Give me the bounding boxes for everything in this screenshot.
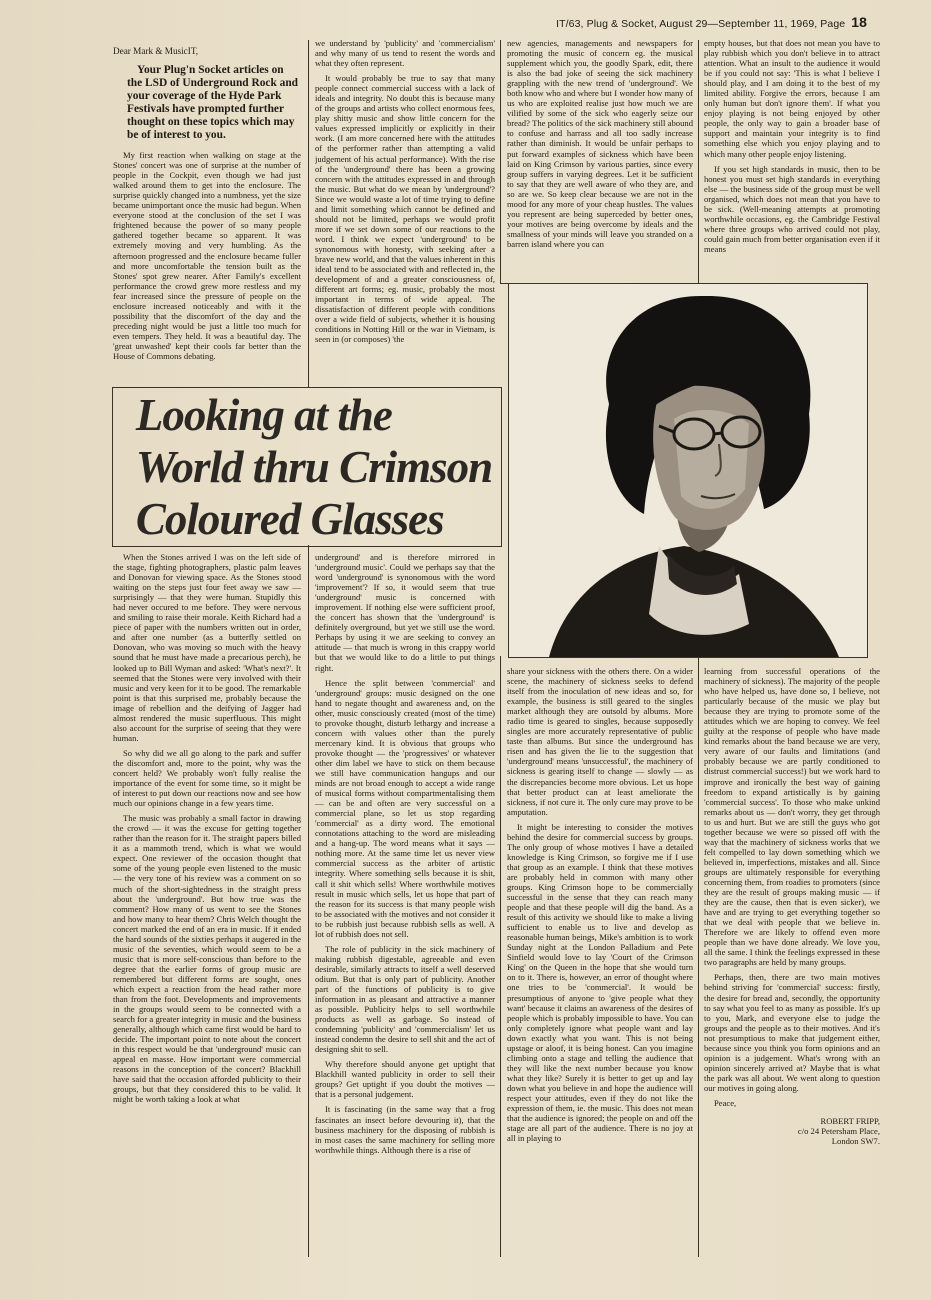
page-header: [556, 14, 867, 30]
signature-block: [704, 1116, 880, 1146]
headline: [122, 389, 492, 545]
issue-line: IT/63, Plug & Socket, August 29—September 11, 1969, Page: [556, 18, 846, 30]
paragraph: we understand by 'publicity' and 'commercialism' and why many of us tend to resent the words and what they often represent.: [315, 38, 495, 69]
paragraph: The role of publicity in the sick machinery of making rubbish digestable, agreeable and even desirable, similarly attracts to itself a well deserved odium. But that is only part of publicity. Another part of the functions of publicity is to give information in as pleasant and attractive a manner as possible. Publicity helps to sell worthwhile products as well as garbage. So instead of condemning 'publicity' and 'commercialism' let us instead condemn the desire to sell shit and the act of designing shit to sell.: [315, 943, 495, 1055]
signature-address: c/o 24 Petersham Place,: [797, 1126, 880, 1137]
paragraph: It is fascinating (in the same way that a frog fascinates an insect before devouring it), that the business machinery for the disposing of rubbish is in most cases the same machinery for selling more worthwhile things. Although there is a rise of: [315, 1104, 495, 1155]
paragraph: share your sickness with the others there. On a wider scene, the machinery of sickness seeks to defend itself from the inoculation of new ideas and so, for example, the business is still geared to the singles market although they are outsold by albums. More radio time is geared to singles, because supposedly singles are more accurately representative of public taste than albums. But since the underground has risen and has given the lie to the suggestion that 'underground' means 'unsuccessful', the machinery of sickness is gearing itself to change — slowly — as the discrepancies become more obvious. Let us hope that better product can at least ameliorate the sickness, if not cure it. The only cure may prove to be amputation.: [507, 666, 693, 817]
salutation: Dear Mark & MusicIT,: [113, 46, 199, 56]
paragraph: My first reaction when walking on stage at the Stones' concert was one of surprise at the number of people in the Cockpit, even though we had just walked around them to get into the enclosure. The surprise quickly changed into a numbness, yet the size became unimportant once the music had begun. When everyone stood at the conclusion of the set I was frightened because the power of so many people gathered together became so apparent. It was extremely moving and very humbling. As the afternoon progressed and the enclosure became fuller and more uncomfortable the tension built as the Stones' spot grew nearer. After Family's excellent performance the crowd grew more restless and my fear increased since the pressure of people on the enclosure increased noticeably and with it the possibility that the discomfort of the day and the preceding night would be just a little too much for even tempers. They held. It was a beautiful day. The 'great unwashed' kept their cools far better than the House of Commons debating.: [113, 150, 301, 361]
paragraph: If you set high standards in music, then to be honest you must set high standards in everything else — the business side of the group must be well organised, which does not mean that you have to be sick. (Well-meaning attempts at promoting worthwhile occasions, eg. the Cambridge Festival where three groups who arrived could not play, could gain much from better organisation even if it means: [704, 163, 880, 254]
headline-line: Coloured Glasses: [135, 494, 444, 544]
paragraph: Why therefore should anyone get uptight that Blackhill wanted publicity in order to sell their groups? Get uptight if you doubt the motives — that is a personal judgement.: [315, 1059, 495, 1100]
portrait-photo: [508, 283, 868, 658]
bottom-column-2: [315, 552, 495, 1254]
closing: Peace,: [714, 1097, 737, 1108]
headline-line: Looking at the: [135, 390, 392, 440]
paragraph: new agencies, managements and newspapers for promoting the music of concern eg. the musical supplement which you, the goodly Spark, edit, there is also the bad joke of seeing the sick machinery grappling with the new trend of 'underground'. We both know who and where but I wonder how many of us who are exploited realise just how much we are vilified by some of the sick who eagerly seize our bread? The politics of the sick machinery still abound to confuse and harrass and all too sadly increase rather than diminish. It would be unfair perhaps to put forward examples of sickness which have been laid on King Crimson by various parties, since every group suffers in varying degrees. Let it be sufficient to say that they are well aware of who they are, and so are we. So keep clear because we are not in the mood for any more of your cheap hustles. The values you represent are being superceded by better ones, your motives are being overcome by ideals and the smallness of your minds will leave you stranded on a barren island where you can: [507, 38, 693, 249]
bottom-column-1: [113, 552, 301, 1254]
headline-line: World thru Crimson: [135, 442, 493, 492]
signature-address: London SW7.: [831, 1136, 880, 1147]
paragraph: It might be interesting to consider the motives behind the desire for commercial success by groups. The only group of whose motives I have a detailed knowledge is King Crimson, so forgive me if I use that group as an example. I think that these motives are probably held in common with many other groups. King Crimson hope to be commercially successful in the sense that they can reach many people and that these people will dig the band. As a result of this activity we should like to make a living sufficient to enable us to live and develop as reasonable human beings, Mike's ambition is to work Sunday night at the London Palladium and Pete Sinfield would love to lay 'Court of the Crimson King' on the Queen in the hope that she would turn on to it. There is, however, an error of thought where one tries to be 'commercial'. It would be presumptious of anyone to 'give people what they want' because it claims an awareness of the desires of people which is probably impossible to have. You can only completely ignore what people want and lay down exactly what you want. This is not being upstage or aloof, it is being honest. Can you imagine climbing onto a stage and telling the audience that they will like the next number because you know what they like? Surely it is better to get up and lay down what you believe in and hope the audience will respect your attitudes, even if they do not like the expression of them, ie. the music. This does not mean that the audience is ignored; the people on and off the stage are all part of the audience. There is no joy at all in playing to: [507, 821, 693, 1144]
column-rule: [500, 40, 501, 283]
paragraph: Perhaps, then, there are two main motives behind striving for 'commercial' success: firstly, the desire for bread and, secondly, the opportunity to say what you feel to as many as possible. It's up to you, Mark, and everyone else to judge the groups and the people as to their motives. And it's not presumptious to make that judgement either, because since you think you form opinions and an opinion is a judgement. What's wrong with an opinion sincerely arrived at? Maybe that is what the park was all about. We went along to question our motives in going along.: [704, 972, 880, 1093]
paragraph: The music was probably a small factor in drawing the crowd — it was the excuse for getting together rather than the reason for it. The straight papers billed it as a mammoth trend, which is what we would expect. One reviewer of the occasion thought that some of the young people even listened to the music — the very tone of his review was a comment on so much of the short-sightedness in the straight press about the 'underground'. But how true was the comment? How many of us went to see the Stones and how many to hear them? Chris Welch thought the concert marked the end of an era in music. If it ended the hard sounds of the sixties perhaps it augered in the music of the seventies, which would seem to be a music that is more self-conscious than before to the degree that the earlier forms of group music are remembered but different forms are sought, ones which expect a reaction from the head rather more than from the foot. Developments and improvements in the groups would seem to be connected with a search for a greater integrity in music and the business generally, although which came first would be hard to decide. The important point to note about the concert in this respect would be that 'underground' music can appeal en masse. How important were commercial reasons in the conception of the concert? Blackhill have said that the occasion afforded publicity to their groups, but that they considered this to be valid. It might be worth taking a look at what: [113, 813, 301, 1105]
paragraph: So why did we all go along to the park and suffer the discomfort and, more to the point, why was the concert held? We probably won't fully realise the importance of the event for some time, so it might be of interest to put down our reactions now and see how much our opinions change in a few years time.: [113, 747, 301, 809]
top-column-4: [704, 38, 880, 280]
page-number: 18: [851, 14, 867, 30]
bottom-column-3: [507, 666, 693, 1254]
column-rule: [500, 656, 501, 1257]
paragraph: Hence the split between 'commercial' and 'underground' groups: music designed on the one hand to negate thought and awareness and, on the other, music consciously created (most of the time) to provoke thought, disturb lethargy and increase a concern with values other than the purely mercenary kind. It is obvious that groups who provoke thought — the 'progressives' or whatever other dim label we have to stick on them because we still have communication hangups and our minds are not broad enough to accept a wide range of musical forms without compartmentalising them — can be and often are very successful on a commercial plane, so let us stop regarding 'commercial' as a dirty word. The emotional connotations attaching to the word are misleading and a hang-up. The word means what it says — nothing more. At the same time let us never view commercial success as the arbiter of artistic integrity. Where something sells because it is shit, call it shit which sells! Where worthwhile motives result in music which sells, let us hope that part of the reason for its success is that many people wish to be associated with the motives and not consider it to be rubbish just because rubbish sells as well. A lot of rubbish does not sell.: [315, 677, 495, 939]
column-rule: [698, 40, 699, 283]
paragraph: empty houses, but that does not mean you have to play rubbish which you don't believe in to attract attention. What an insult to the audience it would be if you could not say: 'This is what I believe I should play, and I am doing it to the best of my limited ability. Forgive the errors, because I am only human but don't ignore them'. If what you enjoy playing is not being enjoyed by other people, the only way to gain a broader base of support and maintain your integrity is to find something else which you enjoy playing and to which many other people enjoy listening.: [704, 38, 880, 159]
paragraph: underground' and is therefore mirrored in 'underground music'. Could we perhaps say that the word 'underground' is synonomous with the word 'improvement'? If so, it would seem that true 'underground' music is concerned with improvement. If nothing else were sufficient proof, the concert has shown that the 'underground' is definitely overground, but yet we still use the word. Perhaps by using it we are seeking to convey an attitude — that much is wrong in this crappy world but that we would like to do a little to put things right.: [315, 552, 495, 673]
top-column-2: [315, 38, 495, 384]
intro-paragraph: Your Plug'n Socket articles on the LSD of Underground Rock and your coverage of the Hyde Park Festivals have prompted further thought on these topics which may be of interest to you.: [127, 64, 298, 142]
paragraph: It would probably be true to say that many people connect commercial success with a lack of ideals and integrity. No doubt this is because many of the groups and artists who collect enormous fees, play shitty music and show little concern for the values expressed implicitly or explicitly in their work. (I am more concerned here with the attitudes of the performer rather than attempting a valid judgement of his actual performance). With the rise of the 'underground' there has been a growing concern with the attitudes expressed in and through the music. But what do we mean by 'underground'? Since we would waste a lot of time trying to define and limit something which cannot be defined and should not be limited, perhaps we would profit more if we set down some of our reactions to the word. I think we expect 'underground' to be synonomous with honesty, with seeking after a brave new world, and that the values inherent in this ideal tend to be associated with and reflected in, the development of and a greater consciousness of, different art forms; eg. music, probably the most important in terms of wide appeal. The dissatisfaction of different people with conditions over a wide field of subjects, whether it is housing conditions in Notting Hill or the war in Vietnam, is seen in (or composes) 'the: [315, 73, 495, 345]
headline-box: [112, 387, 502, 547]
top-column-3: [507, 38, 693, 280]
top-column-1: [113, 46, 301, 384]
column-rule: [698, 656, 699, 1257]
paragraph: learning from successful operations of the machinery of sickness). The majority of the people who have helped us, have done so, I believe, not particularly because of the music we play but because they are trying to promote some of the attitudes which we are hoping to convey. We feel guilty at the response of people who have made kind remarks about the band because we are very, very aware of our faults and limitations (and probably because we are partly conditioned to distrust commercial success!) but we work hard to improve and ironically the best way of gaining freedom to expand artistically is by gaining 'commercial success'. To those who make unkind remarks about us — don't worry, they get through to us and hurt. But we are still the guys who got together because we were so pissed off with the way that the machinery of sickness works that we felt compelled to lay down something which we believed in, imperfections, mistakes and all. Since groups are ultimately responsible for everything concerning them, from roadies to promoters (since they are the result of groups making music — if they are the cause, then that is even sicker), we have and are trying to get everything together so that we deal with people that we believe in. Therefore we are likely to offend even more people than we have done already. We love you, all the same. I think the feelings expressed in these two paragraphs are held by many groups.: [704, 666, 880, 968]
column-rule: [308, 545, 309, 1257]
column-rule: [308, 40, 309, 387]
paragraph: When the Stones arrived I was on the left side of the stage, fighting photographers, plastic palm leaves and Donovan for viewing space. As the Stones stood waiting on the steps just four feet away we saw — surprisingly — that they were human. Stupidly this had never occured to me before. They were nervous and smiling to raise their morale. Keith Richard had a piece of paper with the numbers written out in order, and after one number (as a butterfly settled on Donovan, who was moving so much with the heavy sound that he must have made a precarious perch), he looked up to Bill Wyman and asked: 'What's next?'. It seemed that the Stones were very involved with their music and very keen for it to be good. The remarkable point is that this surprised me, probably because the image of rebellion and the deifying of Jagger had almost rendered the music superfluous. This might also account for the surprise of seeing that they were human.: [113, 552, 301, 743]
signature-name: ROBERT FRIPP,: [820, 1116, 880, 1127]
bottom-column-4: [704, 666, 880, 1254]
